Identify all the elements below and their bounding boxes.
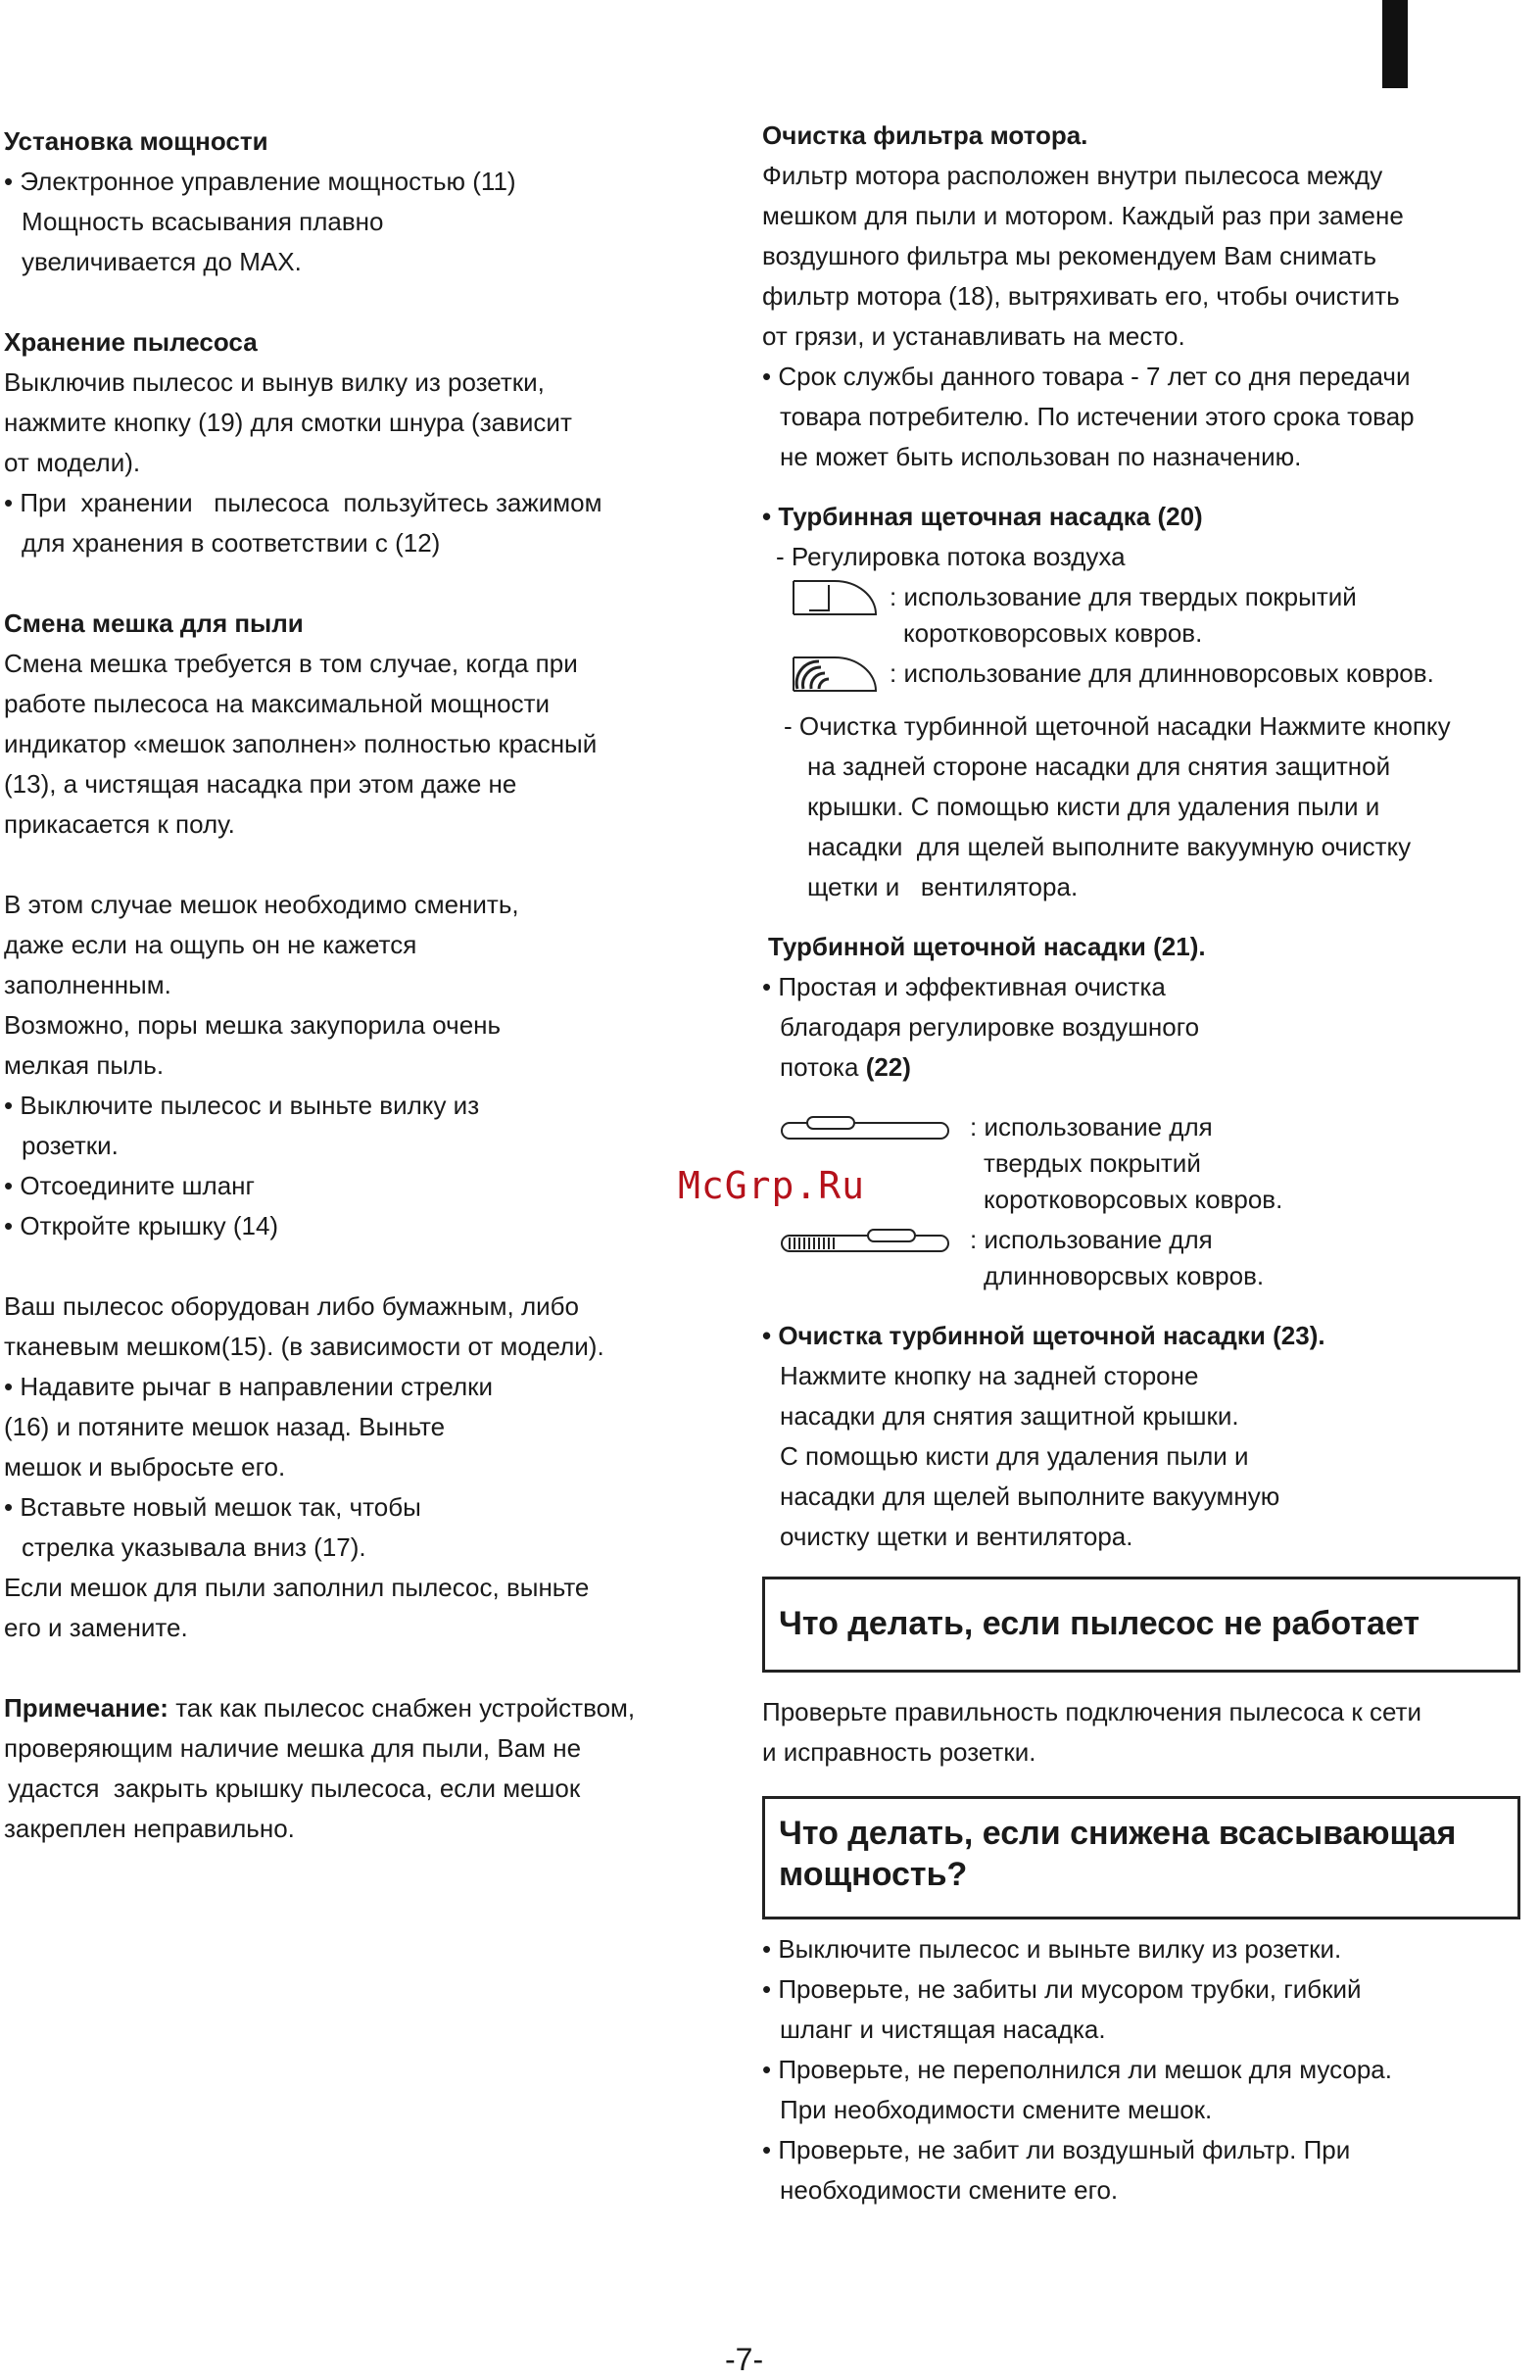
text-line: (16) и потяните мешок назад. Выньте [4,1412,446,1441]
text-line: мелкая пыль. [4,1050,165,1080]
text-line: В этом случае мешок необходимо сменить, [4,890,519,919]
section-title-bag-change: Смена мешка для пыли [4,608,304,638]
airflow-slider-hard-floor [762,1107,1536,1220]
text-line: Ваш пылесос оборудован либо бумажным, либо [4,1291,580,1321]
text-line: щетки и вентилятора. [807,872,1079,901]
troubleshoot-heading-not-working [762,1577,1520,1673]
text-line: • Проверьте, не переполнился ли мешок для мусора. [762,2055,1392,2084]
airflow-slider-carpet [762,1220,1536,1296]
text-line: • Отсоедините шланг [4,1171,256,1200]
text-line: коротковорсовых ковров. [984,1185,1283,1214]
text-span-bold: (22) [865,1052,911,1082]
text-line: При необходимости смените мешок. [780,2095,1213,2124]
text-line: коротковорсовых ковров. [903,618,1203,648]
box-heading-text: Что делать, если пылесос не работает [779,1605,1420,1642]
text-line: индикатор «мешок заполнен» полностью красный [4,729,598,758]
note [4,1688,719,1728]
text-line: Если мешок для пыли заполнил пылесос, выньте [4,1573,590,1602]
text-line: Проверьте правильность подключения пылесоса к сети [762,1697,1421,1726]
text-line: розетки. [22,1131,119,1160]
text-line: • Надавите рычаг в направлении стрелки [4,1372,494,1401]
left-column [4,121,719,1849]
section-title-turbo-brush-20: • Турбинная щеточная насадка (20) [762,502,1203,531]
text-line: от модели). [4,448,141,477]
text-line: • Проверьте, не забит ли воздушный фильтр. При [762,2135,1351,2164]
text-line: проверяющим наличие мешка для пыли, Вам не [4,1733,582,1763]
section-title-turbo-brush-cleaning: • Очистка турбинной щеточной насадки (23). [762,1321,1325,1350]
text-line: • Откройте крышку (14) [4,1211,279,1240]
text-line: фильтр мотора (18), вытряхивать его, чтобы очистить [762,281,1400,311]
text-line: удастся закрыть крышку пылесоса, если мешок [8,1773,581,1803]
text-line: • Выключите пылесос и выньте вилку из [4,1091,480,1120]
turbo-brush-open-icon [790,654,880,695]
text-line: - Регулировка потока воздуха [776,542,1126,571]
text-line: мешок и выбросьте его. [4,1452,286,1481]
text-line: работе пылесоса на максимальной мощности [4,689,550,718]
text-line: закреплен неправильно. [4,1814,295,1843]
text-line: (13), а чистящая насадка при этом даже не [4,769,517,799]
box-heading-text: Что делать, если снижена всасывающая [779,1815,1457,1852]
troubleshoot-heading-low-suction [762,1796,1520,1919]
text-line: благодаря регулировке воздушного [780,1012,1200,1042]
text-line: нажмите кнопку (19) для смотки шнура (зависит [4,408,572,437]
text-line: очистку щетки и вентилятора. [780,1522,1133,1551]
text-line: • Электронное управление мощностью (11) [4,167,516,196]
airflow-slider-open-icon [780,1226,952,1255]
section-title-storage: Хранение пылесоса [4,327,258,357]
text-line: тканевым мешком(15). (в зависимости от модели). [4,1332,604,1361]
text-line: : использование для длинноворсовых ковров. [890,658,1434,688]
text-line: необходимости смените его. [780,2175,1119,2205]
section-title-power: Установка мощности [4,126,268,156]
text-line: : использование для твердых покрытий [890,582,1357,611]
text-line: воздушного фильтра мы рекомендуем Вам снимать [762,241,1377,270]
text-line: Фильтр мотора расположен внутри пылесоса между [762,161,1383,190]
text-line: Нажмите кнопку на задней стороне [780,1361,1199,1390]
text-line: Возможно, поры мешка закупорила очень [4,1010,502,1040]
airflow-option-carpet [762,654,1536,706]
page-corner-tab [1382,0,1408,88]
text-line: стрелка указывала вниз (17). [22,1532,366,1562]
note-label: Примечание: [4,1693,168,1723]
section-title-motor-filter: Очистка фильтра мотора. [762,121,1088,150]
text-line: насадки для снятия защитной крышки. [780,1401,1239,1431]
text-line: не может быть использован по назначению. [780,442,1302,471]
text-line: : использование для [970,1112,1213,1141]
airflow-slider-closed-icon [780,1113,952,1142]
text-line: - Очистка турбинной щеточной насадки Нажмите кнопку [784,711,1451,741]
text-line: от грязи, и устанавливать на место. [762,321,1185,351]
text-line: • Простая и эффективная очистка [762,972,1166,1001]
text-line: насадки для щелей выполните вакуумную [780,1481,1280,1511]
text-line: увеличивается до MAX. [22,247,302,276]
text-line: на задней стороне насадки для снятия защитной [807,752,1391,781]
text-line: прикасается к полу. [4,809,235,839]
text-line: • При хранении пылесоса пользуйтесь зажимом [4,488,602,517]
text-line: твердых покрытий [984,1148,1201,1178]
text-line: шланг и чистящая насадка. [780,2015,1106,2044]
text-line: крышки. С помощью кисти для удаления пыли и [807,792,1380,821]
note-text: так как пылесос снабжен устройством, [168,1693,636,1723]
right-column [762,116,1536,2210]
box-heading-text: мощность? [779,1856,968,1893]
section-title-turbo-brush-21: Турбинной щеточной насадки (21). [768,932,1206,961]
text-line: С помощью кисти для удаления пыли и [780,1441,1249,1471]
text-line: • Выключите пылесос и выньте вилку из розетки. [762,1934,1342,1964]
turbo-brush-closed-icon [790,577,880,618]
text-line: Выключив пылесос и вынув вилку из розетки, [4,367,545,397]
text-line: Смена мешка требуется в том случае, когда при [4,649,578,678]
text-line: насадки для щелей выполните вакуумную очистку [807,832,1412,861]
page-number: -7- [725,2342,764,2377]
airflow-option-hard-floor [762,577,1536,654]
text-line: Мощность всасывания плавно [22,207,384,236]
text-line: • Срок службы данного товара - 7 лет со дня передачи [762,362,1411,391]
text-line: для хранения в соответствии с (12) [22,528,441,558]
text-line: даже если на ощупь он не кажется [4,930,417,959]
text-line [762,1047,1536,1088]
text-line: и исправность розетки. [762,1737,1036,1767]
text-line: • Вставьте новый мешок так, чтобы [4,1492,421,1522]
text-line: заполненным. [4,970,171,999]
text-span: потока [780,1052,866,1082]
text-line: длинноворсвых ковров. [984,1261,1265,1290]
text-line: его и замените. [4,1613,188,1642]
text-line: товара потребителю. По истечении этого срока товар [780,402,1415,431]
text-line: • Проверьте, не забиты ли мусором трубки, гибкий [762,1974,1362,2004]
text-line: мешком для пыли и мотором. Каждый раз при замене [762,201,1404,230]
watermark: McGrp.Ru [678,1164,866,1207]
text-line: : использование для [970,1225,1213,1254]
